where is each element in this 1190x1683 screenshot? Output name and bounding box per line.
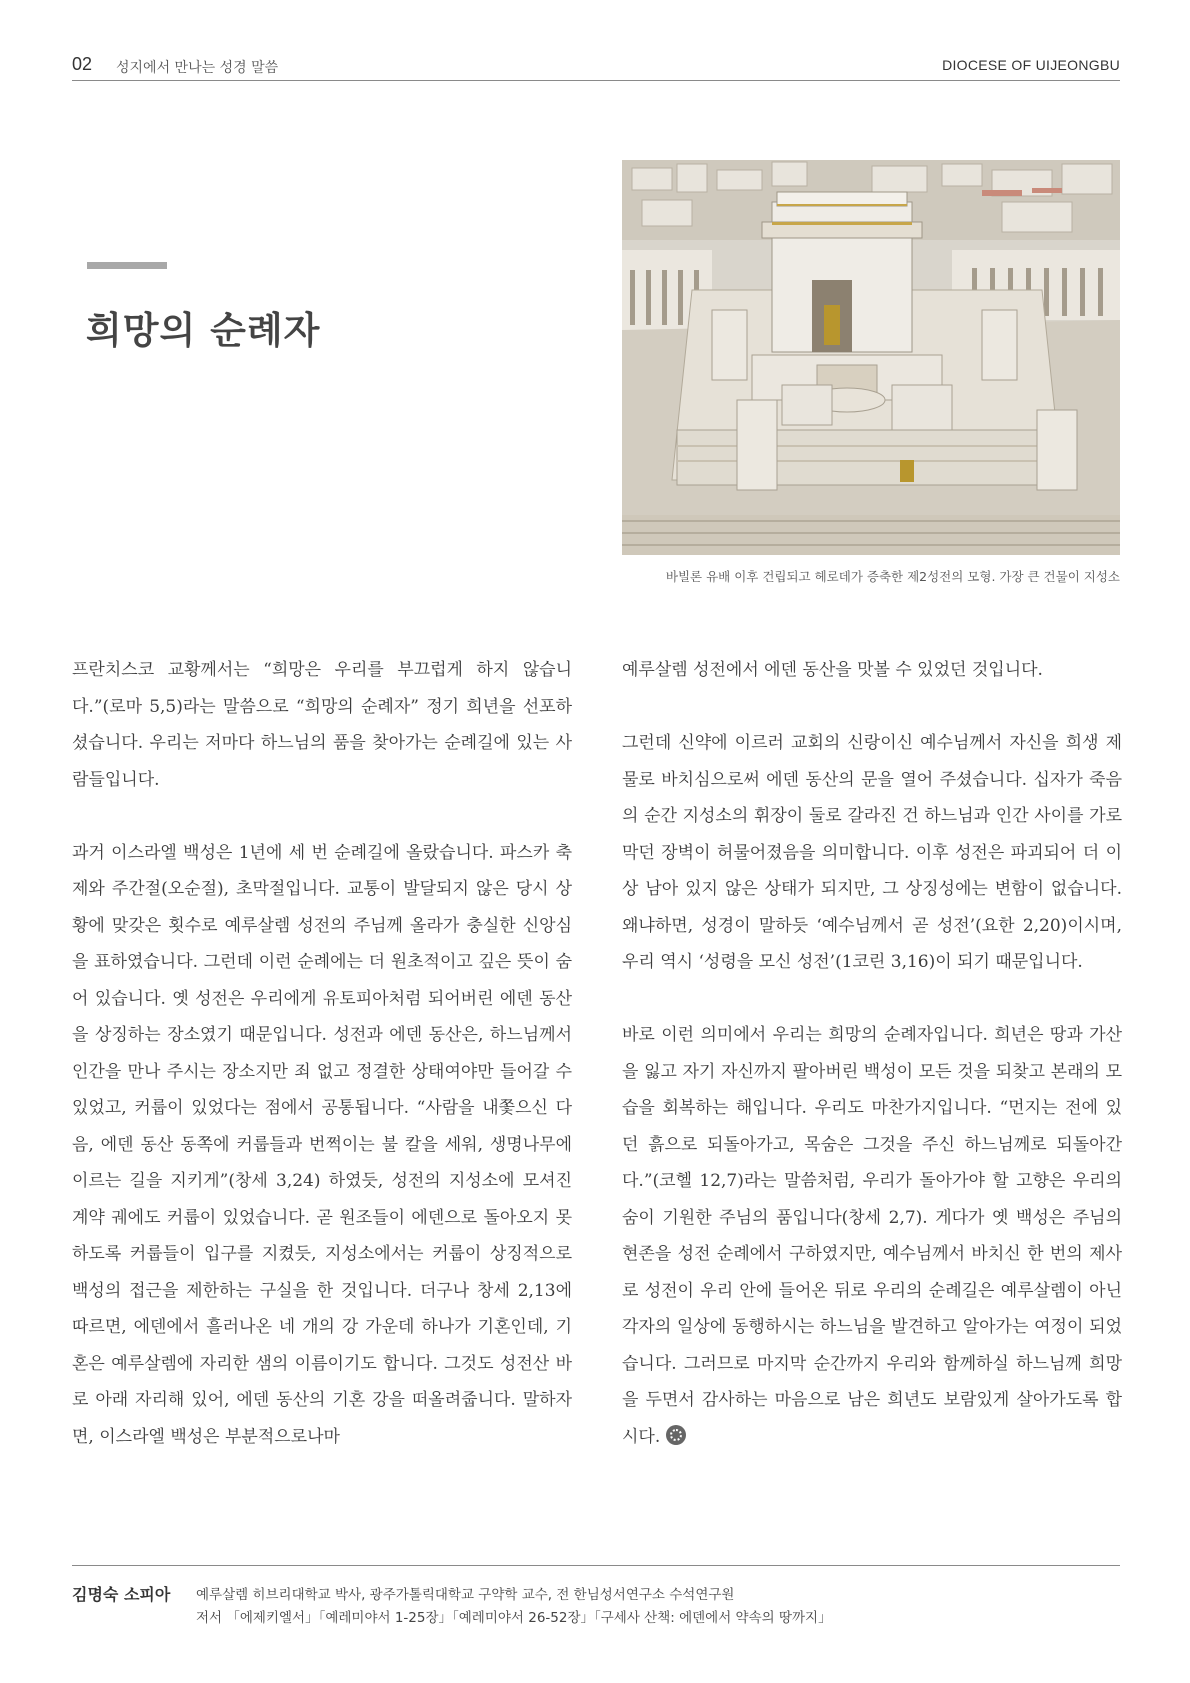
temple-model-illustration [622,160,1120,555]
author-footer [72,1565,1120,1626]
paragraph: 예루살렘 성전에서 에덴 동산을 맛볼 수 있었던 것입니다. [622,660,1043,680]
paragraph: 과거 이스라엘 백성은 1년에 세 번 순례길에 올랐습니다. 파스카 축제와 주간절(오순절), 초막절입니다. 교통이 발달되지 않은 당시 상황에 맞갖은 횟수로 예루살렘 성전의 주님께 올라가 충실한 신앙심을 표하였습니다. 그런데 이런 순례에는 더 원초적이고 깊은 뜻이 숨어 있습니다. 옛 성전은 우리에게 유토피아처럼 되어버린 에덴 동산을 상징하는 장소였기 때문입니다. 성전과 에덴 동산은, 하느님께서 인간을 만나 주시는 장소지만 죄 없고 정결한 상태여야만 들어갈 수 있었고, 커룹이 있었다는 점에서 공통됩니다. “사람을 내쫓으신 다음, 에덴 동산 동쪽에 커룹들과 번쩍이는 불 칼을 세워, 생명나무에 이르는 길을 지키게”(창세 3,24) 하였듯, 성전의 지성소에 모셔진 계약 궤에도 커룹이 있었습니다. 곧 원조들이 에덴으로 돌아오지 못하도록 커룹들이 입구를 지켰듯, 지성소에서는 커룹이 상징적으로 백성의 접근을 제한하는 구실을 한 것입니다. 더구나 창세 2,13에 따르면, 에덴에서 흘러나온 네 개의 강 가운데 하나가 기혼인데, 기혼은 예루살렘에 자리한 샘의 이름이기도 합니다. 그것도 성전산 바로 아래 자리해 있어, 에덴 동산의 기혼 강을 떠올려줍니다. 말하자면, 이스라엘 백성은 부분적으로나마 [72,842,572,1447]
paragraph-text: 바로 이런 의미에서 우리는 희망의 순례자입니다. 희년은 땅과 가산을 잃고 자기 자신까지 팔아버린 백성이 모든 것을 되찾고 본래의 모습을 회복하는 해입니다. 우리도 마찬가지입니다. “먼지는 전에 있던 흙으로 되돌아가고, 목숨은 그것을 주신 하느님께로 되돌아간다.”(코헬 12,7)라는 말씀처럼, 우리가 돌아가야 할 고향은 우리의 숨이 기원한 주님의 품입니다(창세 2,7). 게다가 옛 백성은 주님의 현존을 성전 순례에서 구하였지만, 예수님께서 바치신 한 번의 제사로 성전이 우리 안에 들어온 뒤로 우리의 순례길은 예루살렘이 아닌 각자의 일상에 동행하시는 하느님을 발견하고 알아가는 여정이 되었습니다. 그러므로 마지막 순간까지 우리와 함께하실 하느님께 희망을 두면서 감사하는 마음으로 남은 희년도 보람있게 살아가도록 합시다. [622,1025,1122,1447]
paragraph: 프란치스코 교황께서는 “희망은 우리를 부끄럽게 하지 않습니다.”(로마 5,5)라는 말씀으로 “희망의 순례자” 정기 희년을 선포하셨습니다. 우리는 저마다 하느님의 품을 찾아가는 순례길에 있는 사람들입니다. [72,660,572,790]
author-name: 김명숙 소피아 [72,1585,171,1604]
page-number: 02 [72,54,93,74]
author-credentials: 예루살렘 히브리대학교 박사, 광주가톨릭대학교 구약학 교수, 전 한님성서연구소 수석연구원 [196,1587,735,1603]
author-works: 저서 「에제키엘서」「예레미야서 1-25장」「예레미야서 26-52장」「구세사 산책: 에덴에서 약속의 땅까지」 [196,1610,832,1626]
page-header [72,54,1120,81]
section-title: 성지에서 만나는 성경 말씀 [116,60,279,76]
end-mark-icon [666,1425,686,1445]
title-accent-bar [87,262,167,269]
article-column-right [622,652,1122,1455]
photo-caption: 바빌론 유배 이후 건립되고 헤로데가 증축한 제2성전의 모형. 가장 큰 건물이 지성소 [665,569,1120,584]
temple-model-photo [622,160,1120,555]
paragraph-last [622,1017,1122,1455]
article-title: 희망의 순례자 [86,308,321,352]
article-column-left [72,652,572,1455]
paragraph: 그런데 신약에 이르러 교회의 신랑이신 예수님께서 자신을 희생 제물로 바치심으로써 에덴 동산의 문을 열어 주셨습니다. 십자가 죽음의 순간 지성소의 휘장이 둘로 갈라진 건 하느님과 인간 사이를 가로막던 장벽이 허물어졌음을 의미합니다. 이후 성전은 파괴되어 더 이상 남아 있지 않은 상태가 되지만, 그 상징성에는 변함이 없습니다. 왜냐하면, 성경이 말하듯 ‘예수님께서 곧 성전’(요한 2,20)이시며, 우리 역시 ‘성령을 모신 성전’(1코린 3,16)이 되기 때문입니다. [622,733,1122,972]
publisher-name: DIOCESE OF UIJEONGBU [942,57,1120,73]
